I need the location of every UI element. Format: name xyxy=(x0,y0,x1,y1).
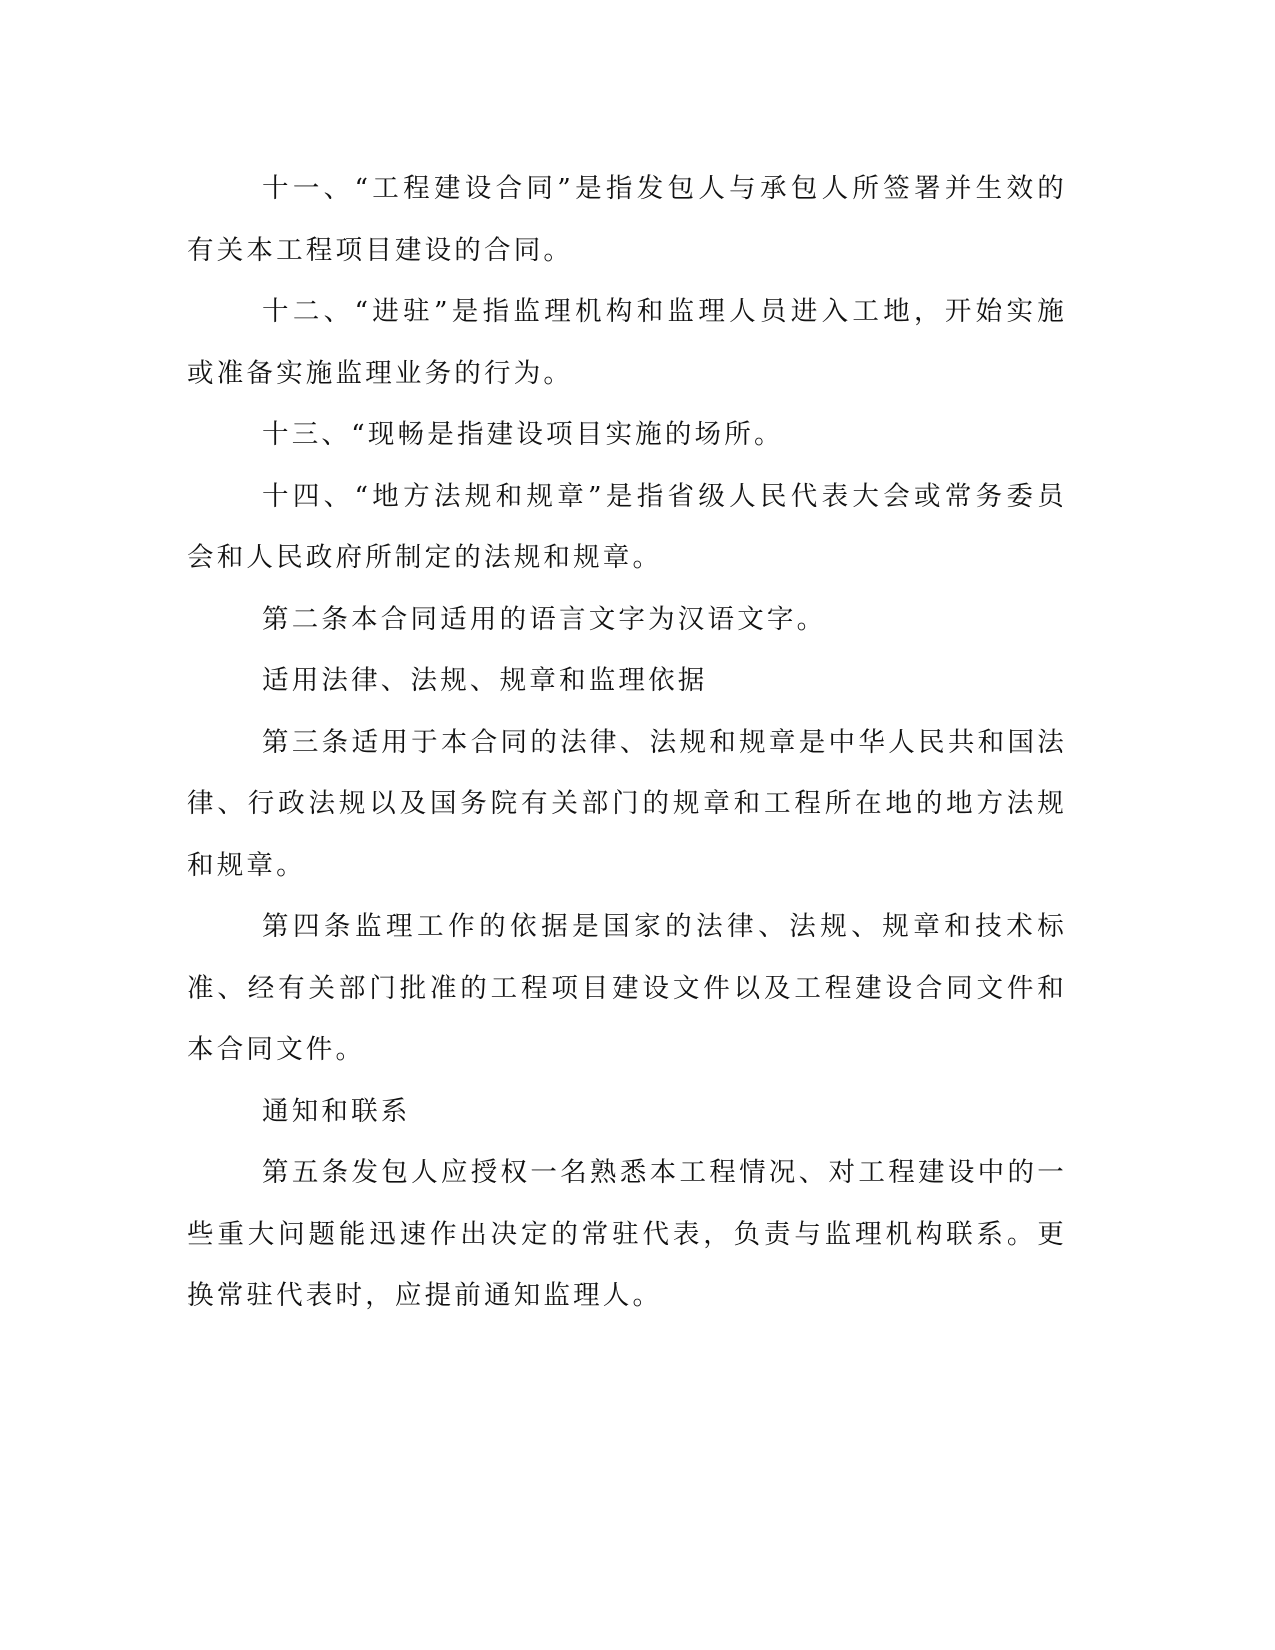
clause-thirteen-paragraph: 十三、“现畅是指建设项目实施的场所。 xyxy=(262,419,784,450)
clause-twelve-paragraph: 十二、“进驻”是指监理机构和监理人员进入工地，开始实施或准备实施监理业务的行为。 xyxy=(187,296,1067,389)
document-body xyxy=(187,158,1067,1327)
section-heading-notice-contact: 通知和联系 xyxy=(262,1095,411,1127)
section-heading-applicable-law: 适用法律、法规、规章和监理依据 xyxy=(262,665,708,696)
article-two-paragraph: 第二条本合同适用的语言文字为汉语文字。 xyxy=(262,603,827,635)
article-five-paragraph: 第五条发包人应授权一名熟悉本工程情况、对工程建设中的一些重大问题能迅速作出决定的常驻代表，负责与监理机构联系。更换常驻代表时，应提前通知监理人。 xyxy=(187,1157,1067,1311)
clause-eleven-paragraph: 十一、“工程建设合同”是指发包人与承包人所签署并生效的有关本工程项目建设的合同。 xyxy=(187,173,1067,266)
article-three-paragraph: 第三条适用于本合同的法律、法规和规章是中华人民共和国法律、行政法规以及国务院有关部门的规章和工程所在地的地方法规和规章。 xyxy=(187,726,1067,881)
clause-fourteen-paragraph: 十四、“地方法规和规章”是指省级人民代表大会或常务委员会和人民政府所制定的法规和规章。 xyxy=(187,480,1067,573)
article-four-paragraph: 第四条监理工作的依据是国家的法律、法规、规章和技术标准、经有关部门批准的工程项目建设文件以及工程建设合同文件和本合同文件。 xyxy=(187,911,1067,1065)
